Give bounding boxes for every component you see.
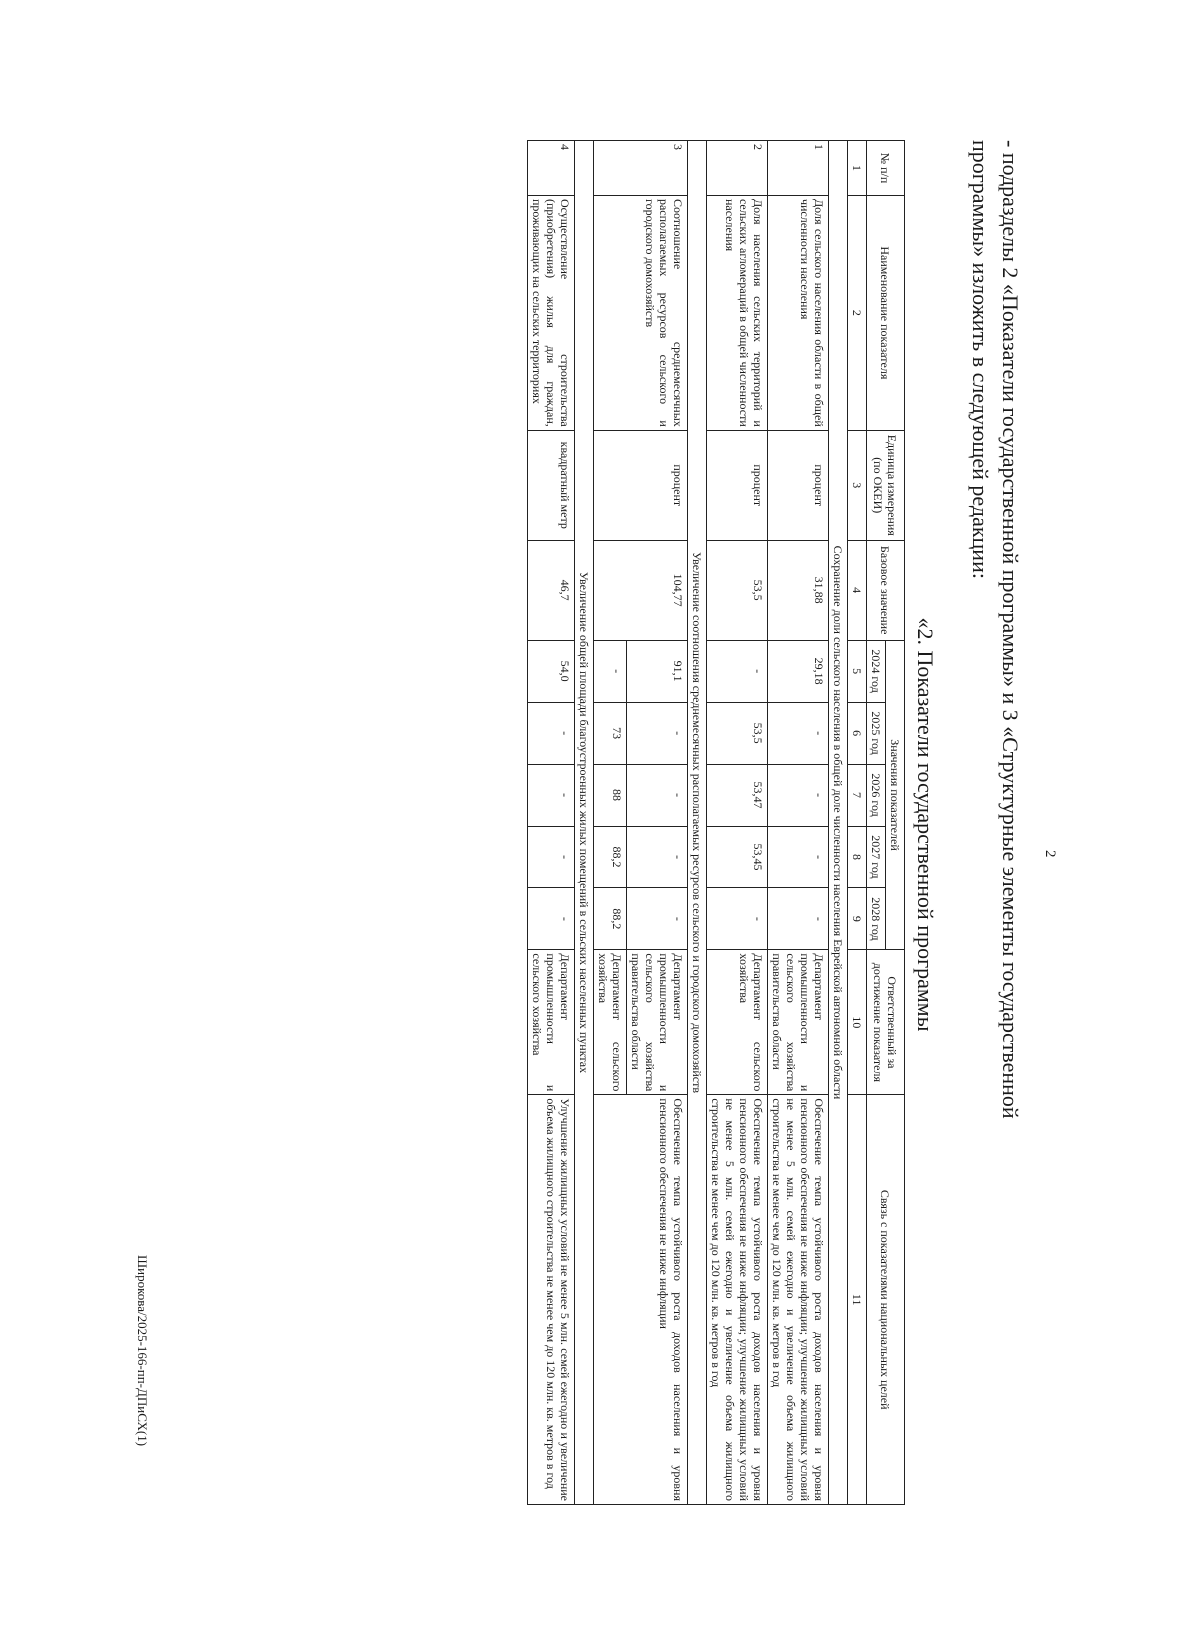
row-unit: процент <box>707 430 768 540</box>
section-row <box>829 141 848 1505</box>
row-2025: - <box>627 702 688 764</box>
row-responsible: Департамент промышленности и сельского хозяйства правительства области <box>768 950 829 1095</box>
row-base: 104,77 <box>594 540 688 640</box>
row-num: 3 <box>594 141 688 196</box>
row-2028: - <box>768 888 829 950</box>
indicators-table <box>527 140 905 1505</box>
col-number: 11 <box>848 1095 867 1505</box>
col-number: 1 <box>848 141 867 196</box>
header-num: № п/п <box>867 141 905 196</box>
row-responsible: Департамент сельского хозяйства <box>707 950 768 1095</box>
row-2025: - <box>768 702 829 764</box>
row-national-goals: Обеспечение темпа устойчивого роста доходов населения и уровня пенсионного обеспечения не ниже инфляции; улучшение жилищных условий не менее 5 млн. семей ежегодно и увеличение объема жилищного строительства не менее чем до 120 млн. кв. метров в год <box>768 1095 829 1505</box>
row-2026: - <box>627 764 688 826</box>
row-base: 53,5 <box>707 540 768 640</box>
row-2026: - <box>528 764 575 826</box>
row-name: Доля населения сельских территорий и сельских агломераций в общей численности населения <box>707 195 768 430</box>
row-2028: - <box>627 888 688 950</box>
col-number: 9 <box>848 888 867 950</box>
row-unit: процент <box>594 430 688 540</box>
col-number: 7 <box>848 764 867 826</box>
row-responsible: Департамент промышленности и сельского хозяйства правительства области <box>627 950 688 1095</box>
footer-document-id: Широкова/2025-166-пп-ДПиСХ(1) <box>135 1255 150 1447</box>
row-num: 1 <box>768 141 829 196</box>
col-number: 2 <box>848 195 867 430</box>
row-2028: - <box>707 888 768 950</box>
row-national-goals: Обеспечение темпа устойчивого роста доходов населения и уровня пенсионного обеспечения не ниже инфляции <box>594 1095 688 1505</box>
row-2025: 73 <box>594 702 627 764</box>
row-responsible: Департамент сельского хозяйства <box>594 950 627 1095</box>
row-national-goals: Обеспечение темпа устойчивого роста доходов населения и уровня пенсионного обеспечения не ниже инфляции; улучшение жилищных условий не менее 5 млн. семей ежегодно и увеличение объема жилищного строительства не менее чем до 120 млн. кв. метров в год <box>707 1095 768 1505</box>
header-2027: 2027 год <box>867 826 886 888</box>
section-row <box>688 141 707 1505</box>
row-2024: - <box>594 640 627 702</box>
row-num: 2 <box>707 141 768 196</box>
row-unit: процент <box>768 430 829 540</box>
row-2026: 53,47 <box>707 764 768 826</box>
section-title-1: Сохранение доли сельского населения в общей доле численности населения Еврейской автономной области <box>829 141 848 1505</box>
page-number: 2 <box>1042 850 1058 858</box>
col-number: 4 <box>848 540 867 640</box>
row-2026: - <box>768 764 829 826</box>
table-row <box>627 141 688 1505</box>
row-name: Осуществление строительства (приобретения) жилья для граждан, проживающих на сельских территориях <box>528 195 575 430</box>
table-row <box>768 141 829 1505</box>
row-num: 4 <box>528 141 575 196</box>
header-2024: 2024 год <box>867 640 886 702</box>
row-2027: 88,2 <box>594 826 627 888</box>
header-unit: Единица измерения (по ОКЕИ) <box>867 430 905 540</box>
row-name: Доля сельского населения области в общей численности населения <box>768 195 829 430</box>
section-row <box>575 141 594 1505</box>
row-2026: 88 <box>594 764 627 826</box>
row-2027: 53,45 <box>707 826 768 888</box>
header-base: Базовое значение <box>867 540 905 640</box>
header-2028: 2028 год <box>867 888 886 950</box>
row-2024: 91,1 <box>627 640 688 702</box>
row-2024: 54,0 <box>528 640 575 702</box>
row-2024: - <box>707 640 768 702</box>
col-number: 5 <box>848 640 867 702</box>
row-responsible: Департамент промышленности и сельского хозяйства <box>528 950 575 1095</box>
row-2028: 88,2 <box>594 888 627 950</box>
row-name: Соотношение среднемесячных располагаемых ресурсов сельского и городского домохозяйств <box>594 195 688 430</box>
row-2028: - <box>528 888 575 950</box>
intro-line-1: - подразделы 2 «Показатели государственной программы» и 3 «Структурные элементы государственной <box>998 140 1023 1119</box>
col-number: 3 <box>848 430 867 540</box>
row-base: 46,7 <box>528 540 575 640</box>
table-row <box>528 141 575 1505</box>
row-base: 31,88 <box>768 540 829 640</box>
col-number: 8 <box>848 826 867 888</box>
header-2025: 2025 год <box>867 702 886 764</box>
column-number-row <box>848 141 867 1505</box>
row-2025: 53,5 <box>707 702 768 764</box>
col-number: 6 <box>848 702 867 764</box>
row-2027: - <box>627 826 688 888</box>
section-title-3: Увеличение общей площади благоустроенных жилых помещений в сельских населенных пунктах <box>575 141 594 1505</box>
section-heading: «2. Показатели государственной программы <box>913 617 938 1032</box>
col-number: 10 <box>848 950 867 1095</box>
table-row <box>707 141 768 1505</box>
row-2027: - <box>528 826 575 888</box>
header-name: Наименование показателя <box>867 195 905 430</box>
header-row-1 <box>886 141 905 1505</box>
intro-line-2: программы» изложить в следующей редакции: <box>968 140 993 579</box>
header-national-goals: Связь с показателями национальных целей <box>867 1095 905 1505</box>
row-2027: - <box>768 826 829 888</box>
row-unit: квадратный метр <box>528 430 575 540</box>
header-values-group: Значения показателей <box>886 640 905 950</box>
row-2024: 29,18 <box>768 640 829 702</box>
header-responsible: Ответственный за достижение показателя <box>867 950 905 1095</box>
header-2026: 2026 год <box>867 764 886 826</box>
row-2025: - <box>528 702 575 764</box>
section-title-2: Увеличение соотношения среднемесячных располагаемых ресурсов сельского и городского домохозяйств <box>688 141 707 1505</box>
row-national-goals: Улучшение жилищных условий не менее 5 млн. семей ежегодно и увеличение объема жилищного строительства не менее чем до 120 млн. кв. метров в год <box>528 1095 575 1505</box>
